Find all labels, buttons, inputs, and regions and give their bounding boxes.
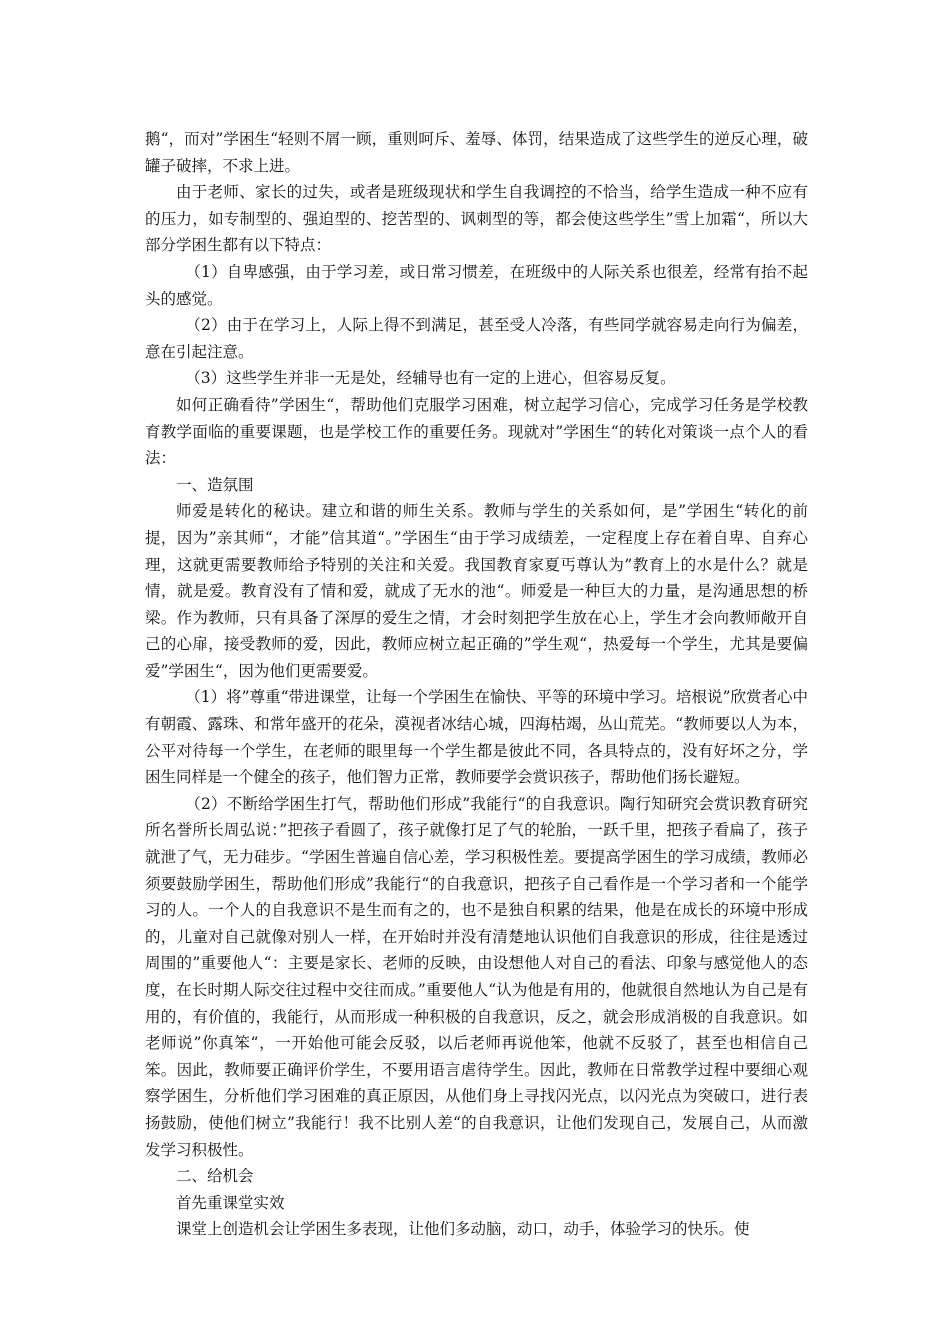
section-heading: 一、造氛围: [176, 475, 254, 494]
list-item: （1）将”尊重“带进课堂，让每一个学困生在愉快、平等的环境中学习。培根说”欣赏者心中有朝霞、露珠、和常年盛开的花朵，漠视者冰结心城，四海枯竭，丛山荒芜。“教师要以人为本，公平对待每一个学生，在老师的眼里每一个学生都是彼此不同，各具特点的，没有好坏之分，学困生同样是一个健全的孩子，他们智力正常，教师要学会赏识孩子，帮助他们扬长避短。: [145, 688, 808, 787]
paragraph: 如何正确看待”学困生“，帮助他们克服学习困难，树立起学习信心，完成学习任务是学校教育教学面临的重要课题，也是学校工作的重要任务。现就对”学困生“的转化对策谈一点个人的看法：: [145, 395, 808, 468]
list-item: （3）这些学生并非一无是处，经辅导也有一定的上进心，但容易反复。: [185, 369, 676, 388]
document-body: [145, 126, 808, 1243]
paragraph: 鹅“，而对”学困生“轻则不屑一顾，重则呵斥、羞辱、体罚，结果造成了这些学生的逆反心理，破罐子破摔，不求上进。: [145, 130, 808, 175]
list-item: （1）自卑感强，由于学习差，或日常习惯差，在班级中的人际关系也很差，经常有抬不起头的感觉。: [145, 262, 808, 308]
section-heading: 二、给机会: [176, 1167, 254, 1186]
list-item: （2）不断给学困生打气，帮助他们形成”我能行“的自我意识。陶行知研究会赏识教育研究所名誉所长周弘说：”把孩子看圆了，孩子就像打足了气的轮胎，一跃千里，把孩子看扁了，孩子就泄了气，无力硅步。“学困生普遍自信心差，学习积极性差。要提高学困生的学习成绩，教师必须要鼓励学困生，帮助他们形成”我能行“的自我意识，把孩子自己看作是一个学习者和一个能学习的人。一个人的自我意识不是生而有之的，也不是独自积累的结果，他是在成长的环境中形成的，儿童对自己就像对别人一样，在开始时并没有清楚地认识他们自我意识的形成，往往是透过周围的”重要他人“：主要是家长、老师的反映，由设想他人对自己的看法、印象与感觉他人的态度，在长时期人际交往过程中交往而成。”重要他人“认为他是有用的，他就很自然地认为自己是有用的，有价值的，我能行，从而形成一种积极的自我意识，反之，就会形成消极的自我意识。如老师说”你真笨“，一开始他可能会反驳，以后老师再说他笨，他就不反驳了，甚至也相信自己笨。因此，教师要正确评价学生，不要用语言虐待学生。因此，教师在日常教学过程中要细心观察学困生，分析他们学习困难的真正原因，从他们身上寻找闪光点，以闪光点为突破口，进行表扬鼓励，使他们树立”我能行！我不比别人差“的自我意识，让他们发现自己，发展自己，从而激发学习积极性。: [145, 794, 808, 1159]
paragraph: 课堂上创造机会让学困生多表现，让他们多动脑，动口，动手，体验学习的快乐。使: [176, 1220, 750, 1239]
subsection-heading: 首先重课堂实效: [176, 1193, 285, 1212]
paragraph: 师爱是转化的秘诀。建立和谐的师生关系。教师与学生的关系如何，是”学困生“转化的前提，因为”亲其师“，才能”信其道“。”学困生“由于学习成绩差，一定程度上存在着自卑、自弃心理，这就更需要教师给予特别的关注和关爱。我国教育家夏丐尊认为”教育上的水是什么？就是情，就是爱。教育没有了情和爱，就成了无水的池“。师爱是一种巨大的力量，是沟通思想的桥梁。作为教师，只有具备了深厚的爱生之情，才会时刻把学生放在心上，学生才会向教师敞开自己的心扉，接受教师的爱，因此，教师应树立起正确的”学生观“，热爱每一个学生，尤其是要偏爱”学困生“，因为他们更需要爱。: [145, 502, 808, 680]
list-item: （2）由于在学习上，人际上得不到满足，甚至受人冷落，有些同学就容易走向行为偏差，意在引起注意。: [145, 316, 808, 361]
paragraph: 由于老师、家长的过失，或者是班级现状和学生自我调控的不恰当，给学生造成一种不应有的压力，如专制型的、强迫型的、挖苦型的、讽刺型的等，都会使这些学生”雪上加霜“，所以大部分学困生都有以下特点：: [145, 183, 808, 255]
